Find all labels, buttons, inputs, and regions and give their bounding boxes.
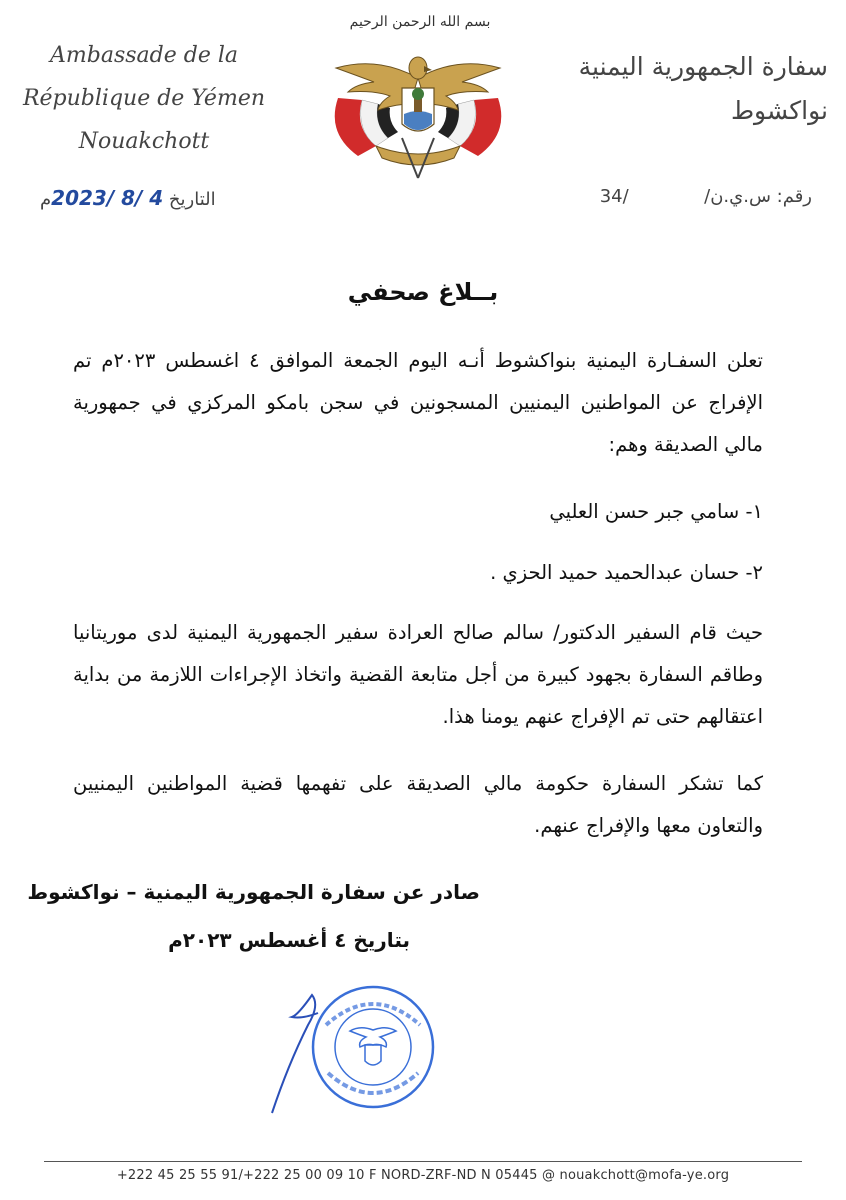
yemen-eagle-emblem — [318, 38, 518, 186]
paragraph-thanks: كما تشكر السفارة حكومة مالي الصديقة على تفهمها قضية المواطنين اليمنيين والتعاون معها والإفراج عنهم. — [73, 772, 763, 837]
letterhead-fr-line1: Ambassade de la — [50, 43, 238, 68]
reference-number — [596, 186, 812, 207]
document-date — [40, 186, 216, 210]
letterhead-fr-line3: Nouakchott — [78, 129, 210, 154]
issued-date: بتاريخ ٤ أغسطس ٢٠٢٣م — [168, 928, 410, 952]
basmala: بسم الله الرحمن الرحيم — [349, 14, 491, 30]
letterhead-ar-line2: نواكشوط — [730, 96, 828, 125]
letterhead-fr-line2: République de Yémen — [22, 86, 266, 111]
footer-divider — [44, 1161, 802, 1162]
released-citizen-2: ٢- حسان عبدالحميد حميد الحزي . — [490, 561, 763, 584]
released-citizen-1: ١- سامي جبر حسن العليي — [549, 500, 763, 523]
date-suffix: م — [40, 189, 52, 210]
issued-by: صادر عن سفارة الجمهورية اليمنية – نواكشوط — [27, 880, 480, 904]
footer-contact: +222 45 25 55 91/+222 25 00 09 10 F NORD-ZRF-ND N 05445 @ nouakchott@mofa-ye.org — [116, 1168, 730, 1183]
date-label: التاريخ — [168, 189, 216, 210]
reference-label: رقم: س.ي.ن/ — [704, 186, 812, 207]
french-letterhead — [14, 34, 274, 163]
paragraph-announcement: تعلن السفـارة اليمنية بنواكشوط أنـه اليوم الجمعة الموافق ٤ اغسطس ٢٠٢٣م تم الإفراج عن المواطنين اليمنيين المسجونين في سجن بامكو المركزي في جمهورية مالي الصديقة وهم: — [73, 349, 763, 456]
arabic-letterhead — [568, 45, 828, 133]
embassy-stamp-and-signature — [268, 985, 468, 1115]
reference-value: /34 — [599, 186, 629, 207]
letterhead-ar-line1: سفارة الجمهورية اليمنية — [578, 52, 828, 81]
press-release-title: بــلاغ صحفي — [347, 278, 499, 306]
date-value: 2023/ 8/ 4 — [51, 186, 164, 210]
paragraph-efforts: حيث قام السفير الدكتور/ سالم صالح العرادة سفير الجمهورية اليمنية لدى موريتانيا وطاقم السفارة بجهود كبيرة من أجل متابعة القضية واتخاذ الإجراءات اللازمة من بداية اعتقالهم حتى تم الإفراج عنهم يومنا هذا. — [73, 621, 763, 728]
